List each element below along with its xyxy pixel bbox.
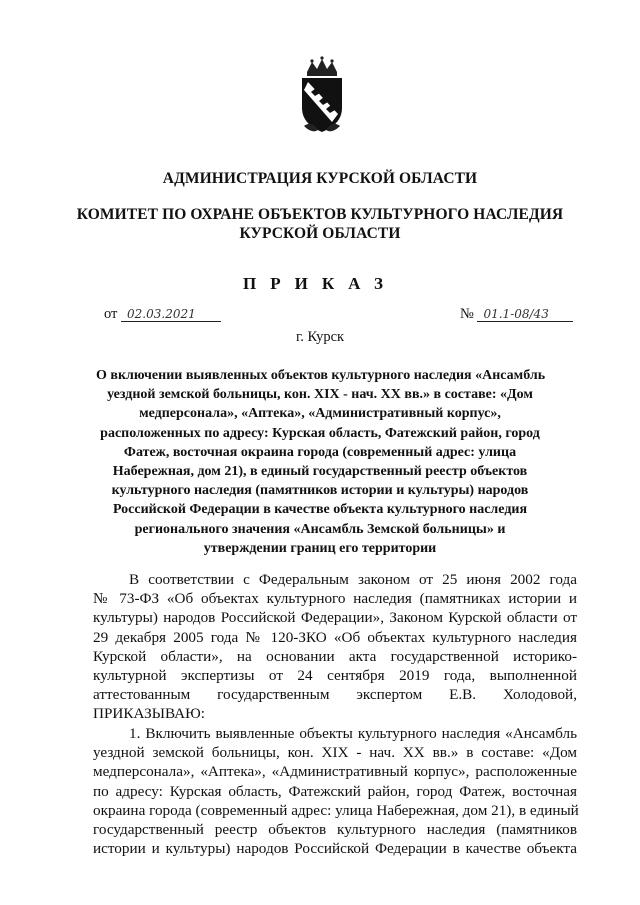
preamble-line: В соответствии с Федеральным законом от 25 июня 2002 года [129,571,577,588]
number-prefix: № [460,306,474,322]
preamble-line: № 73-ФЗ «Об объектах культурного наследия (памятниках истории и [93,590,577,608]
item-1-paragraph [93,724,577,858]
title-line: Российской Федерации в качестве объекта культурного наследия [112,502,528,518]
order-number [460,306,573,323]
title-line: уездной земской больницы, кон. XIX - нач. XX вв.» в составе: «Дом [107,387,533,403]
date-value: 02.03.2021 [121,307,221,322]
title-line: культурного наследия (памятников истории и культуры) народов [111,483,529,499]
title-line: О включении выявленных объектов культурного наследия «Ансамбль [96,368,546,383]
title-line: регионального значения «Ансамбль Земской больницы» и [134,521,506,537]
city-label: г. Курск [295,329,345,345]
item-1-line: медперсонала», «Аптека», «Административный корпус», расположенные [93,763,577,781]
item-1-line: государственный реестр объектов культурного наследия (памятников [93,821,577,839]
title-line: медперсонала», «Аптека», «Административный корпус», [139,406,501,422]
order-date [104,306,221,323]
item-1-line: окраина города (современный адрес: улица Набережная, дом 21), в единый [93,801,579,819]
preamble-line: культуры) народов Российской Федерации», Законом Курской области от [93,609,577,627]
item-1-line: истории и культуры) народов Российской Федерации в качестве объекта [93,840,577,858]
item-1-line: уездной земской больницы, кон. XIX - нач. XX вв.» в составе: «Дом [93,744,577,762]
order-title [96,366,544,558]
preamble-line: Курской области», на основании акта государственной историко- [93,647,577,665]
coat-of-arms-icon [298,56,346,134]
document-type-heading: ПРИКАЗ [243,274,397,293]
title-line: Набережная, дом 21), в единый государственный реестр объектов [112,464,528,480]
preamble-line: аттестованным государственным экспертом Е.В. Холодовой, [93,686,577,704]
preamble-line: культурной экспертизы от 24 сентября 2019 года, выполненной [93,667,577,685]
committee-heading-line1: КОМИТЕТ ПО ОХРАНЕ ОБЪЕКТОВ КУЛЬТУРНОГО НАСЛЕДИЯ [76,206,564,223]
preamble-line: 29 декабря 2005 года № 120-ЗКО «Об объектах культурного наследия [93,628,577,646]
committee-heading-line2: КУРСКОЙ ОБЛАСТИ [239,225,401,242]
title-line: утверждении границ его территории [203,540,437,556]
preamble-directive: ПРИКАЗЫВАЮ: [93,705,205,723]
item-1-line: по адресу: Курская область, Фатежский район, город Фатеж, восточная [93,782,577,800]
item-1-line: 1. Включить выявленные объекты культурного наследия «Ансамбль [129,725,577,742]
title-line: расположенных по адресу: Курская область, Фатежский район, город [100,425,540,441]
date-prefix: от [104,306,118,322]
number-value: 01.1-08/43 [477,307,573,322]
administration-heading: АДМИНИСТРАЦИЯ КУРСКОЙ ОБЛАСТИ [162,170,478,187]
title-line: Фатеж, восточная окраина города (современный адрес: улица [123,444,517,460]
preamble-paragraph [93,570,577,724]
